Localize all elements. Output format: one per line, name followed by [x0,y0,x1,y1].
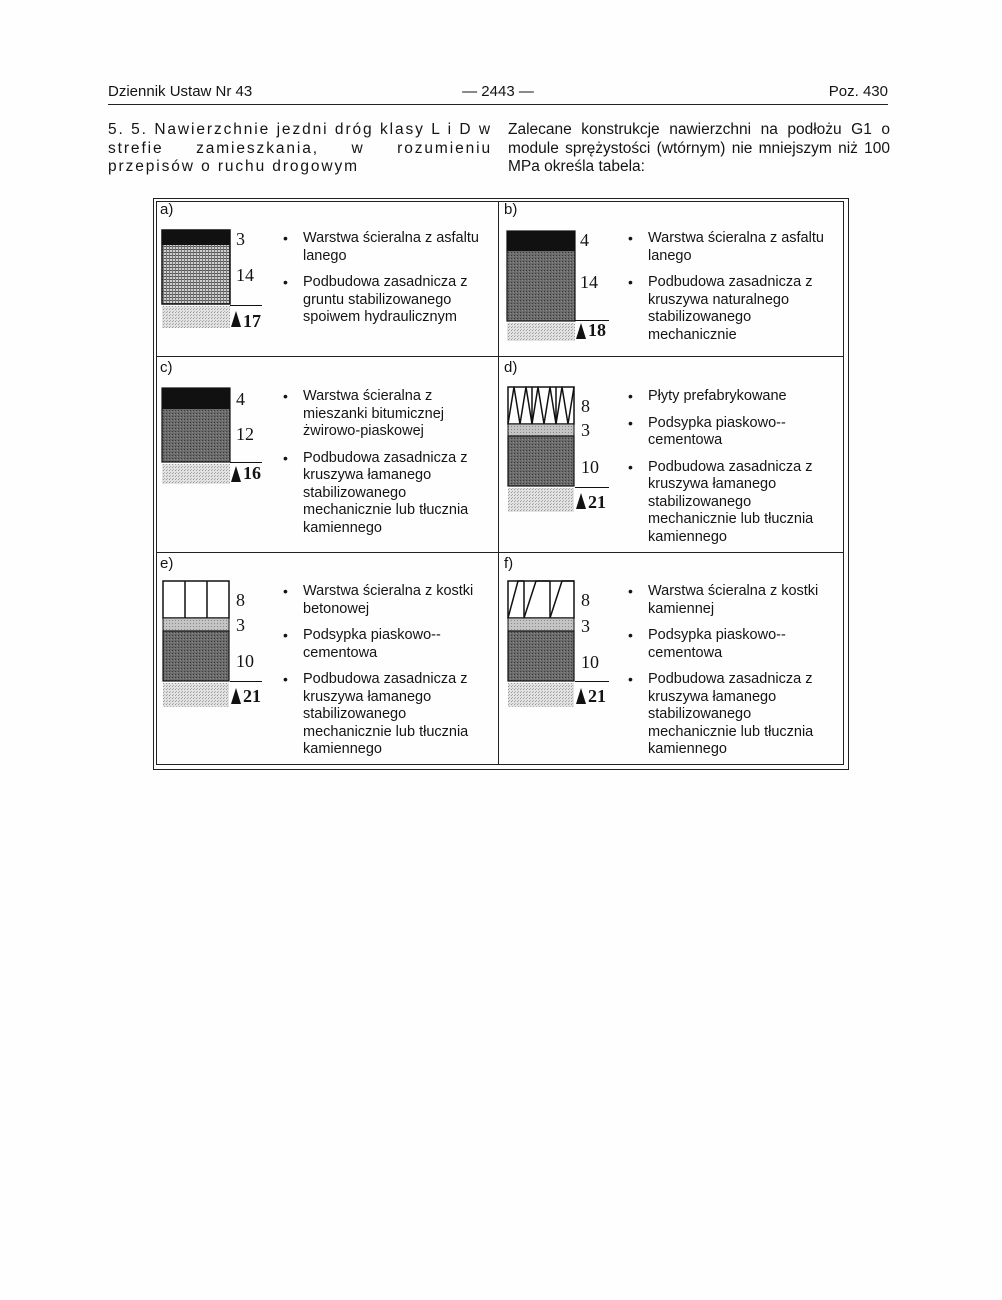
total-marker-icon [231,311,241,327]
layer-thickness: 3 [236,615,245,635]
header-rule [108,104,888,105]
total-thickness: 17 [243,311,261,331]
cross-section-f [505,578,577,708]
list-item: • Podbudowa zasadnicza z kruszywa łamanego stabilizowanego mechanicznie lub tłucznia kamiennego [280,450,490,538]
layer-thickness: 4 [236,389,245,409]
list-item: • Warstwa ścieralna z asfaltu lanego [280,230,490,265]
list-item: • Podsypka piaskowo--cementowa [625,627,835,662]
cell-label-a: a) [160,201,174,218]
total-marker-icon [576,323,586,339]
layer-thickness: 3 [581,616,590,636]
list-item: • Warstwa ścieralna z mieszanki bitumicznej żwirowo-piaskowej [280,388,490,441]
cell-label-c: c) [160,359,173,376]
list-item: • Podbudowa zasadnicza z kruszywa łamanego stabilizowanego mechanicznie lub tłucznia kamiennego [280,671,490,759]
total-marker-icon [576,493,586,509]
layer-thickness: 10 [581,457,599,477]
list-item: • Podsypka piaskowo--cementowa [280,627,490,662]
list-item: • Podbudowa zasadnicza z kruszywa łamanego stabilizowanego mechanicznie lub tłucznia kamiennego [625,459,835,547]
list-item: • Płyty prefabrykowane [625,388,835,406]
layer-thickness: 10 [236,651,254,671]
list-item: • Warstwa ścieralna z asfaltu lanego [625,230,835,265]
table-column-divider [498,201,499,765]
cross-section-a [160,228,232,330]
layer-thickness: 3 [236,229,245,249]
journal-title: Dziennik Ustaw Nr 43 [108,83,253,100]
position-number: Poz. 430 [828,83,888,100]
layer-thickness: 14 [236,265,254,285]
layer-list-a [280,230,490,336]
total-thickness: 21 [588,686,606,706]
layer-thickness: 8 [581,590,590,610]
list-item: • Warstwa ścieralna z kostki kamiennej [625,583,835,618]
cross-section-e [160,578,232,708]
layer-list-f [625,583,835,768]
layer-list-c [280,388,490,546]
total-marker-icon [231,466,241,482]
layer-thickness: 14 [580,272,598,292]
cross-section-c [160,386,232,486]
layer-thickness: 8 [581,396,590,416]
total-thickness: 18 [588,320,606,340]
layer-list-d [625,388,835,555]
list-item: • Podbudowa zasadnicza z gruntu stabilizowanego spoiwem hydraulicznym [280,274,490,327]
cell-label-d: d) [504,359,518,376]
layer-list-b [625,230,835,353]
page-number: — 2443 — [462,83,534,100]
total-thickness: 16 [243,463,261,483]
list-item: • Warstwa ścieralna z kostki betonowej [280,583,490,618]
layer-thickness: 8 [236,590,245,610]
list-item: • Podbudowa zasadnicza z kruszywa łamanego stabilizowanego mechanicznie lub tłucznia kamiennego [625,671,835,759]
layer-thickness: 4 [580,230,589,250]
layer-thickness: 3 [581,420,590,440]
cross-section-d [505,384,577,514]
total-baseline [230,681,262,682]
table-row-divider [156,356,844,357]
total-marker-icon [576,688,586,704]
page-header [108,83,888,103]
total-baseline [230,305,262,306]
cell-label-b: b) [504,201,518,218]
section-heading: 5. 5. Nawierzchnie jezdni dróg klasy L i D w strefie zamieszkania, w rozumieniu przepisów o ruchu drogowym [108,121,492,175]
layer-thickness: 12 [236,424,254,444]
table-intro: Zalecane konstrukcje nawierzchni na podłożu G1 o module sprężystości (wtórnym) nie mniejszym niż 100 MPa określa tabela: [508,121,890,175]
list-item: • Podsypka piaskowo--cementowa [625,415,835,450]
layer-thickness: 10 [581,652,599,672]
list-item: • Podbudowa zasadnicza z kruszywa naturalnego stabilizowanego mechanicznie [625,274,835,344]
total-baseline [575,681,609,682]
cross-section-b [505,228,577,342]
total-baseline [575,487,609,488]
total-thickness: 21 [243,686,261,706]
layer-list-e [280,583,490,768]
cell-label-f: f) [504,555,514,572]
cell-label-e: e) [160,555,174,572]
total-marker-icon [231,688,241,704]
total-thickness: 21 [588,492,606,512]
